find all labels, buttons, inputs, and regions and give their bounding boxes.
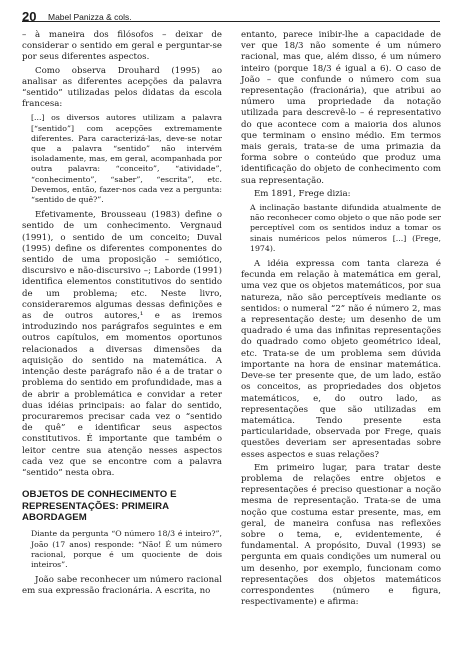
right-paragraph-2: Em 1891, Frege dizia: xyxy=(254,188,351,199)
page-number: 20 xyxy=(22,9,37,24)
page-header xyxy=(22,9,440,25)
drouhard-quote: [...] os diversos autores utilizam a palavra [“sentido”] com acepções extremamente diferentes. Para caracterizá-las, deve-se notar que a palavra “sentido” não intervém isoladamente, mas, em geral, acompanhada por outra palavra: “conceito”, “atividade”, “conhecimento”, “saber”, “escrita”, etc. Devemos, então, fazer-nos cada vez a pergunta: “sentido de quê?”. xyxy=(31,113,222,205)
left-paragraph-1: – à maneira dos filósofos – deixar de considerar o sentido em geral e perguntar-se por seus diferentes aspectos. xyxy=(22,30,222,63)
section-heading: OBJETOS DE CONHECIMENTO E REPRESENTAÇÕES: PRIMEIRA ABORDAGEM xyxy=(22,489,177,523)
header-rule xyxy=(22,21,440,22)
frege-quote: A inclinação bastante difundida atualmente de não reconhecer como objeto o que não pode ser perceptível com os sentidos induz a tomar os sinais numéricos pelos números [...] (Frege, 1974). xyxy=(250,203,441,253)
running-title: Mabel Panizza & cols. xyxy=(48,12,132,22)
right-paragraph-3: A idéia expressa com tanta clareza é fecunda em relação à matemática em geral, uma vez que os objetos matemáticos, por sua natureza, não são perceptíveis mediante os sentidos: o numeral “2” não é número 2, mas a representação deste; um desenho de um quadrado é uma das infinitas representações do quadrado como objeto geométrico ideal, etc. Trata-se de um problema sem dúvida importante na hora de ensinar matemática. Deve-se ter presente que, de um lado, estão os conceitos, as propriedades dos objetos matemáticos, e, do outro lado, as representações que são utilizadas em matemática. Tendo presente esta particularidade, observada por Frege, quais questões deveriam ser apresentadas sobre esses aspectos e suas relações? xyxy=(241,259,441,460)
left-paragraph-4: João sabe reconhecer um número racional em sua expressão fracionária. A escrita, no xyxy=(22,575,222,597)
joao-quote: Diante da pergunta “O número 18/3 é inteiro?”, João (17 anos) responde: “Não! É um número racional, porque é um quociente de dois inteiros”. xyxy=(31,529,222,569)
left-paragraph-3: Efetivamente, Brousseau (1983) define o sentido de um conhecimento. Vergnaud (1991), o sentido de um conceito; Duval (1995) define os diferentes componentes do sentido de uma proposição – semiótico, discursivo e não-discursivo –; Laborde (1991) identifica elementos constitutivos do sentido de um problema; etc. Neste livro, consideraremos algumas dessas definições e as de outros autores,¹ e as iremos introduzindo nos parágrafos seguintes e em outros capítulos, em momentos oportunos relacionados a diversas dimensões da aquisição do sentido na matemática. A intenção deste parágrafo não é a de tratar o problema do sentido em profundidade, mas a de abrir a problemática e convidar a reter duas idéias principais: ao falar do sentido, procuraremos precisar cada vez o “sentido de quê” e identificar seus aspectos constitutivos. É importante que também o leitor centre sua atenção nesses aspectos cada vez que se encontre com a palavra “sentido” nesta obra. xyxy=(22,210,222,478)
right-column xyxy=(241,30,441,610)
right-paragraph-1: entanto, parece inibir-lhe a capacidade de ver que 18/3 não somente é um número racional, mas que, além disso, é um número inteiro (porque 18/3 é igual a 6). O caso de João – que confunde o número com sua representação (fracionária), que atribui ao número uma propriedade da notação utilizada para descrevê-lo – é representativo do que acontece com a maioria dos alunos que terminam o ensino médio. Em termos mais gerais, trata-se de uma primazia da forma sobre o conteúdo que produz uma identificação do objeto de conhecimento com sua representação. xyxy=(241,30,441,186)
right-paragraph-4: Em primeiro lugar, para tratar deste problema de relações entre objetos e representações é preciso questionar a noção mesma de representação. Trata-se de uma noção que costuma estar presente, mas, em geral, de maneira confusa nas reflexões sobre o tema, e, evidentemente, é fundamental. A propósito, Duval (1993) se pergunta em quais condições um numeral ou um desenho, por exemplo, funcionam como representações dos objetos matemáticos correspondentes (número e figura, respectivamente) e afirma: xyxy=(241,462,441,608)
left-column xyxy=(22,30,222,600)
left-paragraph-2: Como observa Drouhard (1995) ao analisar as diferentes acepções da palavra “sentido” utilizadas pelos didatas da escola francesa: xyxy=(22,65,222,110)
